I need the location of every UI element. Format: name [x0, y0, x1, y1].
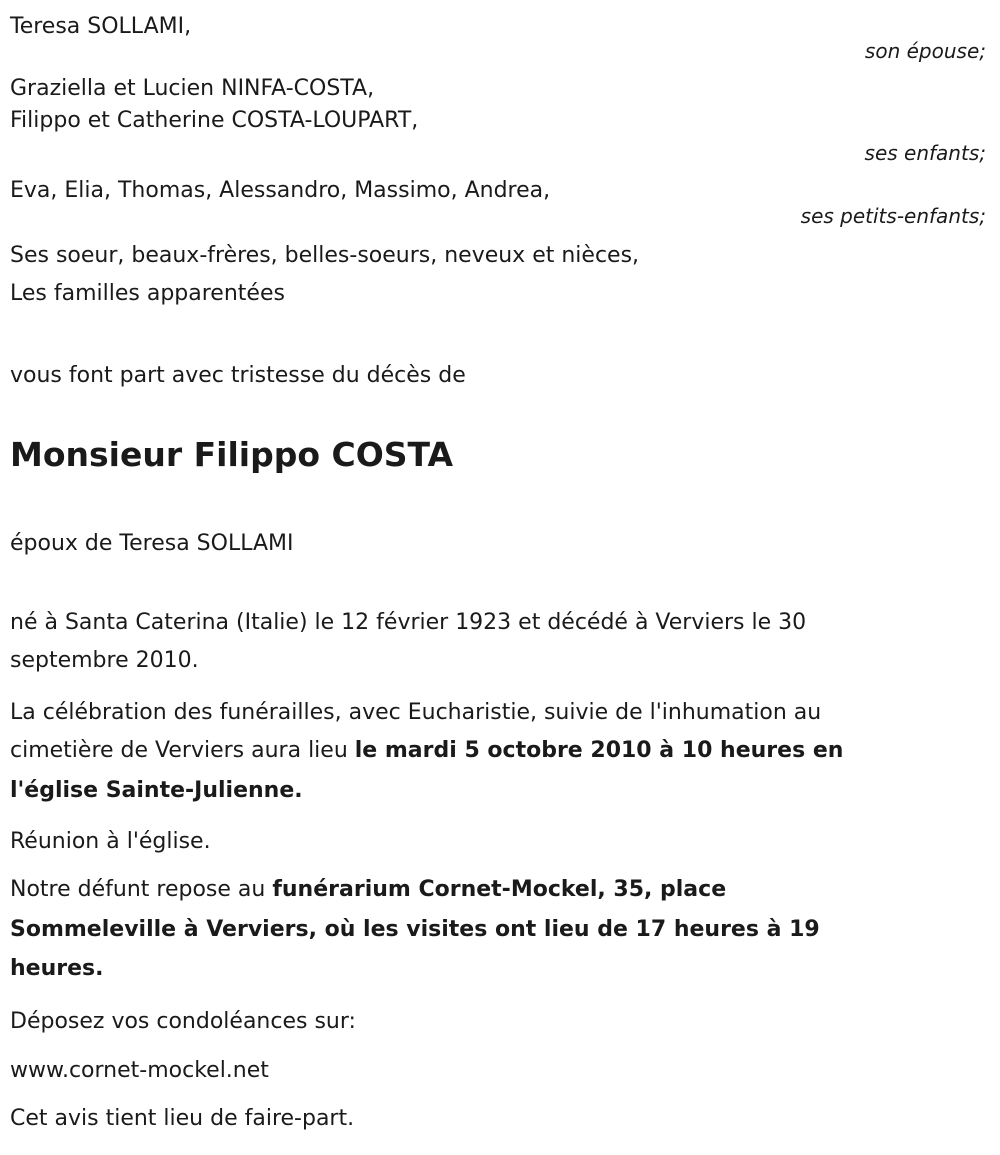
meeting-info: Réunion à l'église. — [10, 829, 211, 854]
condolences-label: Déposez vos condoléances sur: — [10, 1009, 356, 1034]
funeral-place: l'église Sainte-Julienne. — [10, 778, 303, 803]
spouse-name: Teresa SOLLAMI, — [10, 14, 192, 39]
funeral-line — [10, 737, 843, 765]
rest-line: heures. — [10, 956, 104, 981]
relatives-line: Ses soeur, beaux-frères, belles-soeurs, neveux et nièces, — [10, 243, 640, 268]
announcement: vous font part avec tristesse du décès de — [10, 363, 466, 388]
funeral-line: La célébration des funérailles, avec Eucharistie, suivie de l'inhumation au — [10, 700, 822, 725]
grandchildren-role: ses petits-enfants; — [800, 204, 986, 228]
deceased-name: Monsieur Filippo COSTA — [10, 435, 454, 474]
relatives-line: Les familles apparentées — [10, 281, 285, 306]
closing-note: Cet avis tient lieu de faire-part. — [10, 1106, 355, 1131]
child-line: Filippo et Catherine COSTA-LOUPART, — [10, 108, 419, 133]
funeral-text: cimetière de Verviers aura lieu — [10, 738, 355, 763]
website-link[interactable]: www.cornet-mockel.net — [10, 1058, 269, 1083]
rest-line — [10, 876, 726, 904]
child-line: Graziella et Lucien NINFA-COSTA, — [10, 76, 375, 101]
rest-line: Sommeleville à Verviers, où les visites ont lieu de 17 heures à 19 — [10, 917, 820, 942]
rest-place: funérarium Cornet-Mockel, 35, place — [272, 877, 727, 902]
birth-death-line: né à Santa Caterina (Italie) le 12 février 1923 et décédé à Verviers le 30 — [10, 610, 807, 635]
spouse-of: époux de Teresa SOLLAMI — [10, 531, 294, 556]
spouse-role: son épouse; — [864, 39, 986, 63]
grandchildren-names: Eva, Elia, Thomas, Alessandro, Massimo, Andrea, — [10, 178, 551, 203]
funeral-date: le mardi 5 octobre 2010 à 10 heures en — [354, 738, 844, 763]
birth-death-line: septembre 2010. — [10, 648, 199, 673]
children-role: ses enfants; — [864, 141, 986, 165]
rest-text: Notre défunt repose au — [10, 877, 273, 902]
